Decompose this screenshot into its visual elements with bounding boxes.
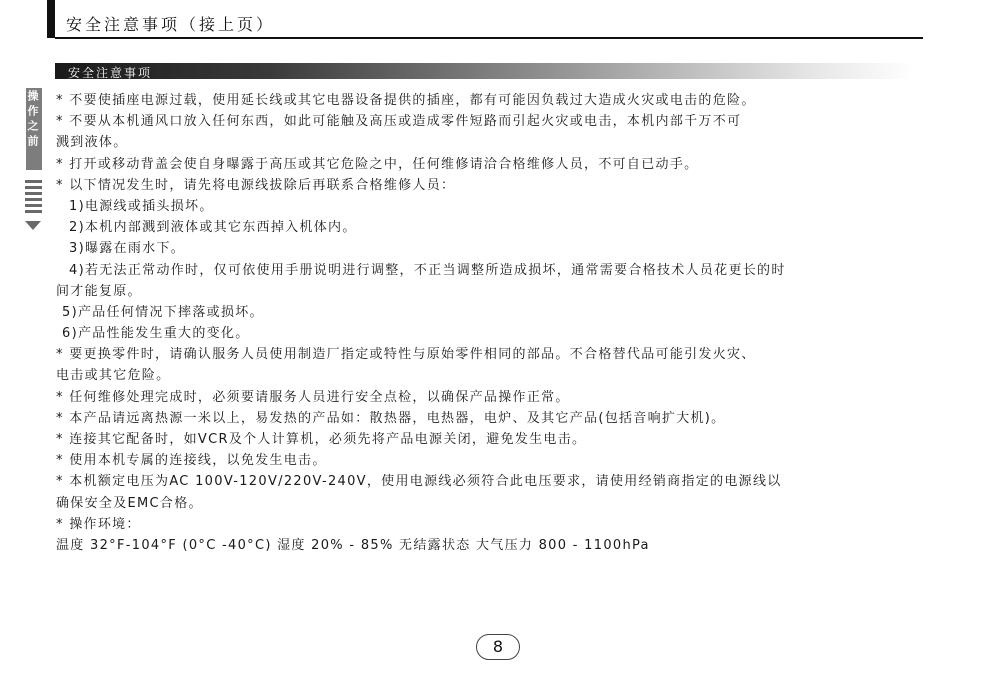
sub-item-line: 1)电源线或插头损坏。 [69, 198, 214, 214]
note-line: * 不要从本机通风口放入任何东西，如此可能触及高压或造成零件短路而引起火灾或电击，本机内部千万不可 [56, 114, 742, 130]
note-line: * 要更换零件时，请确认服务人员使用制造厂指定或特性与原始零件相同的部品。不合格替代品可能引发火灾、 [56, 347, 756, 363]
page-title: 安全注意事项（接上页） [66, 15, 276, 34]
note-line: * 打开或移动背盖会使自身曝露于高压或其它危险之中，任何维修请洽合格维修人员，不可自已动手。 [56, 156, 699, 172]
safety-notes-body [56, 90, 936, 556]
note-line: * 任何维修处理完成时，必须要请服务人员进行安全点检，以确保产品操作正常。 [56, 389, 570, 405]
page-marker-arrow-icon [25, 221, 41, 230]
environment-specs-line: 温度 32°F-104°F (0°C -40°C) 湿度 20% - 85% 无结露状态 大气压力 800 - 1100hPa [56, 537, 650, 553]
sub-item-line: 3)曝露在雨水下。 [69, 241, 186, 257]
sub-item-line: 4)若无法正常动作时，仅可依使用手册说明进行调整，不正当调整所造成损坏，通常需要合格技术人员花更长的时 [69, 262, 786, 278]
note-line: * 使用本机专属的连接线，以免发生电击。 [56, 453, 327, 469]
note-line: * 连接其它配备时，如VCR及个人计算机，必须先将产品电源关闭，避免发生电击。 [56, 432, 587, 447]
side-tab-label: 操作之前 [26, 90, 39, 150]
note-line: 确保安全及EMC合格。 [56, 495, 203, 511]
note-line: 溅到液体。 [56, 135, 128, 151]
side-tab-stripes [25, 180, 42, 216]
note-line: * 不要使插座电源过载，使用延长线或其它电器设备提供的插座，都有可能因负载过大造成火灾或电击的危险。 [56, 93, 756, 108]
note-line: * 以下情况发生时，请先将电源线拔除后再联系合格维修人员： [56, 177, 456, 193]
header-corner-bar [47, 0, 55, 38]
sub-item-line: 6)产品性能发生重大的变化。 [62, 326, 250, 342]
note-line: * 本产品请远离热源一米以上，易发热的产品如：散热器，电热器，电炉、及其它产品(包括音响扩大机)。 [56, 410, 726, 426]
section-banner [55, 63, 915, 79]
title-divider [55, 37, 923, 39]
note-line: * 本机额定电压为AC 100V-120V/220V-240V，使用电源线必须符合此电压要求，请使用经销商指定的电源线以 [56, 474, 782, 490]
note-line: 电击或其它危险。 [56, 368, 171, 384]
note-line: 间才能复原。 [56, 283, 142, 299]
sub-item-line: 5)产品任何情况下摔落或损坏。 [62, 304, 264, 320]
page-number: 8 [476, 634, 520, 660]
note-line: * 操作环境： [56, 516, 141, 532]
sub-item-line: 2)本机内部溅到液体或其它东西掉入机体内。 [69, 220, 357, 236]
section-heading: 安全注意事项 [68, 66, 153, 80]
